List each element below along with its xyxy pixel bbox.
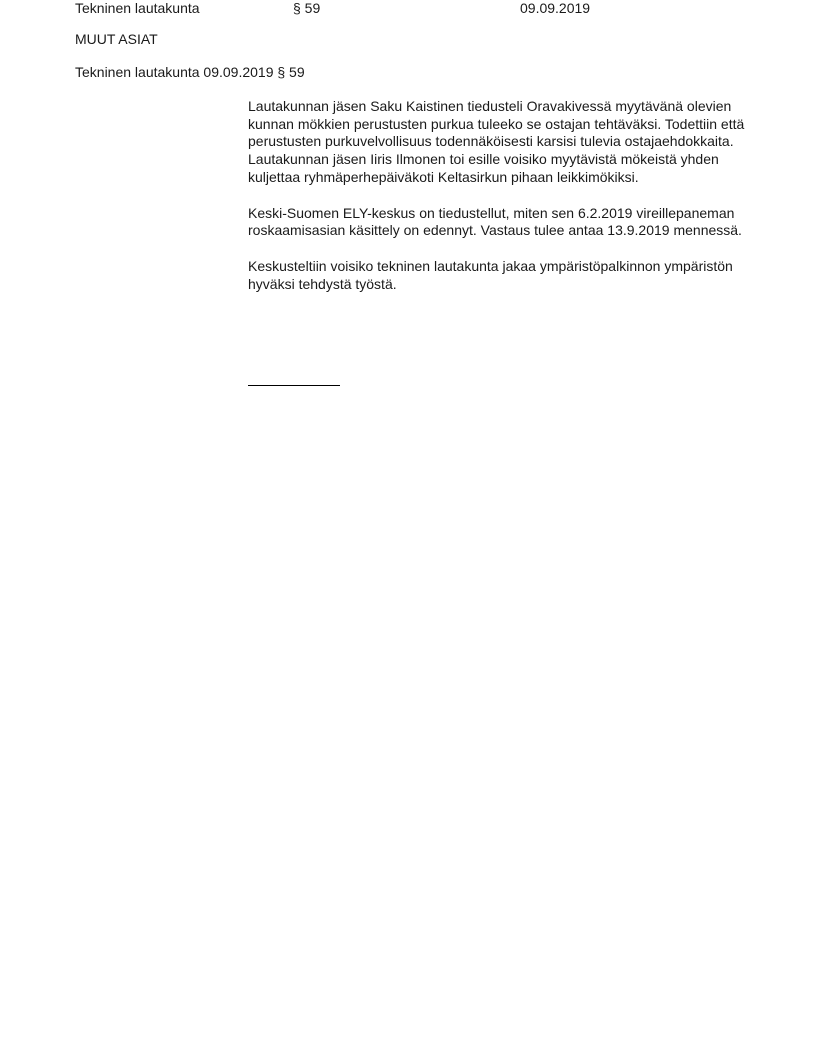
- page-header: [0, 0, 816, 18]
- signature-rule: [248, 385, 340, 386]
- body-paragraph: Lautakunnan jäsen Saku Kaistinen tiedusteli Oravakivessä myytävänä olevien kunnan mökkien perustusten purkua tuleeko se ostajan tehtäväksi. Todettiin että perustusten purkuvelvollisuus todennäköisesti karsisi tulevia ostajaehdokkaita. Lautakunnan jäsen Iiris Ilmonen toi esille voisiko myytävistä mökeistä yhden kuljettaa ryhmäperhepäiväkoti Keltasirkun pihaan leikkimökiksi.: [248, 98, 745, 185]
- header-section-mark: § 59: [293, 0, 321, 16]
- body-paragraph: Keski-Suomen ELY-keskus on tiedustellut, miten sen 6.2.2019 vireillepaneman roskaamisasian käsittely on edennyt. Vastaus tulee antaa 13.9.2019 mennessä.: [248, 204, 742, 239]
- body-content: [248, 98, 745, 311]
- meeting-reference: Tekninen lautakunta 09.09.2019 § 59: [75, 64, 305, 80]
- section-title: MUUT ASIAT: [75, 31, 158, 47]
- header-meeting-date: 09.09.2019: [520, 0, 591, 16]
- body-paragraph: Keskusteltiin voisiko tekninen lautakunta jakaa ympäristöpalkinnon ympäristön hyväksi tehdystä työstä.: [248, 257, 733, 292]
- header-committee-name: Tekninen lautakunta: [75, 0, 200, 16]
